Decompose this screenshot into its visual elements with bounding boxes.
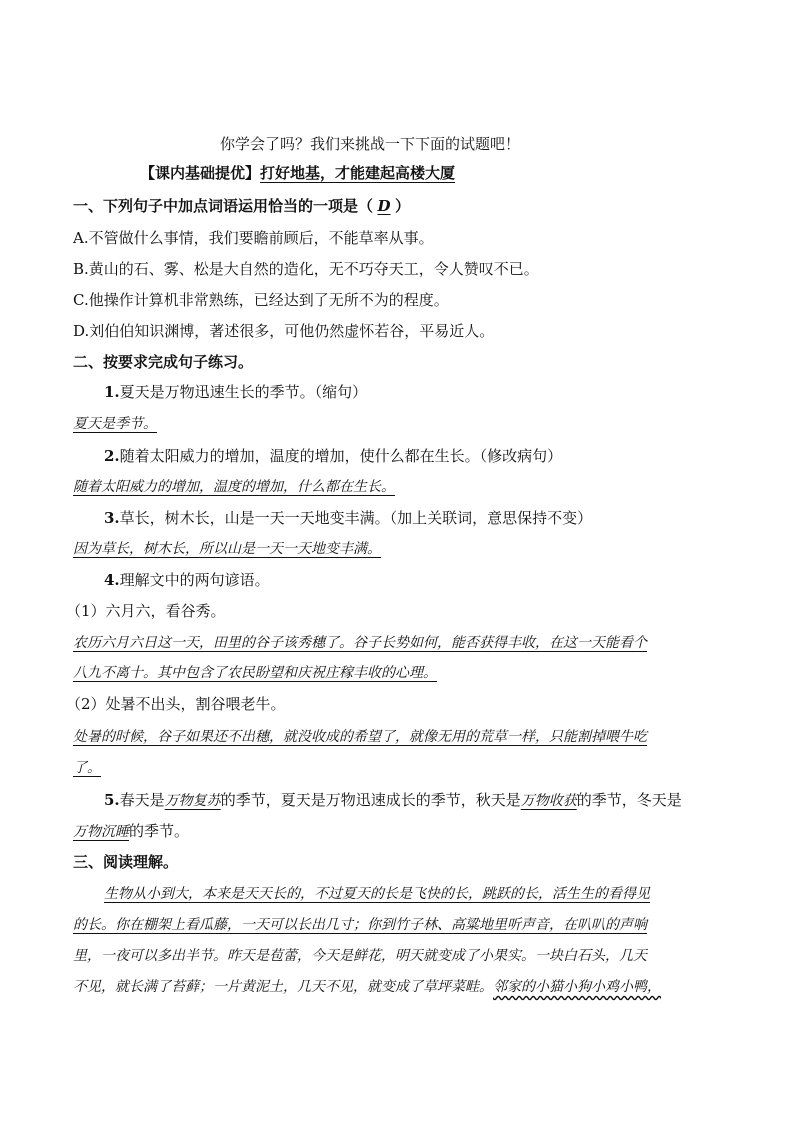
q2-item5-text: 的季节，冬天是 (576, 791, 682, 809)
section-slogan: 打好地基，才能建起高楼大厦 (260, 164, 456, 182)
q2-item-num: 1. (104, 383, 120, 401)
q2-answer-4-2b[interactable]: 了。 (73, 760, 101, 776)
q2-item-4 (104, 570, 270, 590)
q2-item-text: 随着太阳威力的增加，温度的增加，使什么都在生长。（修改病句） (119, 447, 563, 465)
q2-item-text: 理解文中的两句谚语。 (119, 571, 270, 589)
q2-answer-4-1b[interactable]: 八九不离十。其中包含了农民盼望和庆祝庄稼丰收的心理。 (73, 665, 437, 681)
q1-title (73, 196, 410, 216)
q2-item5-blank-1[interactable]: 万物复苏 (164, 793, 221, 809)
q3-underline: 生物从小到大，本来是天天长的，不过夏天的长是飞快的长，跳跃的长，活生生的看得见 (104, 886, 650, 902)
q2-sub-2: （2）处暑不出头，割谷喂老牛。 (66, 695, 286, 713)
q3-passage-line (73, 915, 647, 935)
q1-title-pre: 一、下列句子中加点词语运用恰当的一项是（ (73, 197, 374, 215)
q2-item-text: 草长，树木长，山是一天一天地变丰满。（加上关联词，意思保持不变） (119, 509, 593, 527)
q2-answer-2[interactable]: 随着太阳威力的增加，温度的增加，什么都在生长。 (73, 479, 395, 495)
q1-option-a: A.不管做什么事情，我们要瞻前顾后，不能草率从事。 (73, 229, 434, 247)
q3-title: 三、阅读理解。 (73, 853, 179, 871)
q3-line4: 不见，就长满了苔藓；一片黄泥土，几天不见，就变成了草坪菜畦。 (73, 979, 493, 995)
q2-answer-1[interactable]: 夏天是季节。 (73, 416, 157, 432)
q2-item-5 (104, 790, 682, 811)
q2-item-text: 夏天是万物迅速生长的季节。（缩句） (119, 383, 368, 401)
q3-passage-line (104, 884, 650, 904)
q2-item-5-cont (73, 821, 189, 842)
q3-passage-line (73, 977, 661, 997)
q2-item-num: 5. (104, 791, 120, 809)
q2-item5-text: 的季节。 (129, 822, 190, 840)
q1-option-c: C.他操作计算机非常熟练，已经达到了无所不为的程度。 (73, 291, 449, 309)
q2-item-num: 3. (104, 509, 120, 527)
q2-item-3 (104, 508, 592, 528)
q1-title-post: ） (395, 197, 411, 215)
q3-passage-line: 里，一夜可以多出半节。昨天是苞蕾，今天是鲜花，明天就变成了小果实。一块白石头，几天 (73, 948, 647, 964)
section-bracket: 【课内基础提优】 (140, 164, 261, 182)
q2-answer-4-1[interactable]: 农历六月六日这一天，田里的谷子该秀穗了。谷子长势如何，能否获得丰收，在这一天能看个 (73, 635, 647, 651)
q2-title: 二、按要求完成句子练习。 (73, 353, 254, 371)
q2-item-num: 4. (104, 571, 120, 589)
q2-item5-blank-3[interactable]: 万物沉睡 (73, 824, 129, 840)
q2-sub-1: （1）六月六，看谷秀。 (66, 602, 226, 620)
q1-option-b: B.黄山的石、雾、松是大自然的造化，无不巧夺天工，令人赞叹不已。 (73, 260, 539, 278)
q2-item5-blank-2[interactable]: 万物收获 (520, 793, 577, 809)
q2-item5-text: 春天是 (119, 791, 165, 809)
q2-item-2 (104, 446, 562, 466)
q1-option-d: D.刘伯伯知识渊博，著述很多，可他仍然虚怀若谷，平易近人。 (73, 322, 495, 340)
intro-line: 你学会了吗？我们来挑战一下下面的试题吧！ (220, 135, 521, 153)
q2-item-1 (104, 382, 367, 402)
q2-item5-text: 的季节，夏天是万物迅速成长的季节，秋天是 (220, 791, 521, 809)
q3-line4-tail: 邻家的小猫小狗小鸡小鸭， (493, 979, 661, 995)
section-header (140, 163, 455, 183)
q1-answer[interactable]: D (377, 197, 391, 215)
q2-answer-3[interactable]: 因为草长，树木长，所以山是一天一天地变丰满。 (73, 541, 381, 557)
q2-answer-4-2[interactable]: 处暑的时候，谷子如果还不出穗，就没收成的希望了，就像无用的荒草一样，只能割掉喂牛吃 (73, 729, 647, 745)
q2-item-num: 2. (104, 447, 120, 465)
q3-underline: 的长。你在棚架上看瓜藤，一天可以长出几寸；你到竹子林、高粱地里听声音，在叭叭的声响 (73, 917, 647, 933)
